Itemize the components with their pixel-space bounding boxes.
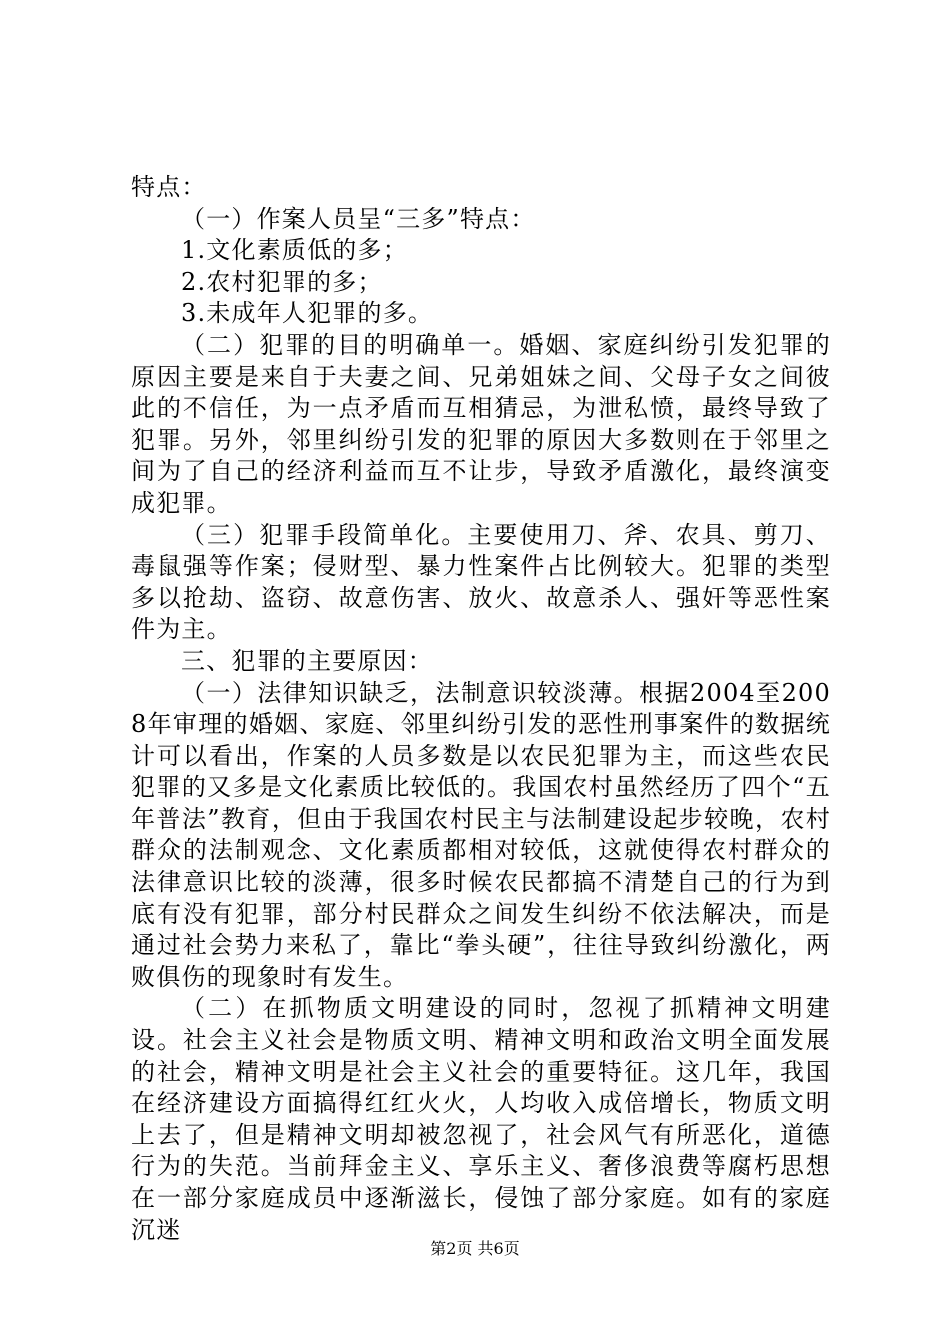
page-footer [0,1239,950,1259]
paragraph-4: 2.农村犯罪的多； [181,267,383,296]
page-number-label: 第2页 共6页 [430,1239,520,1258]
paragraph-6: （二）犯罪的目的明确单一。婚姻、家庭纠纷引发犯罪的原因主要是来自于夫妻之间、兄弟姐妹之间、父母子女之间彼此的不信任，为一点矛盾而互相猜忌，为泄私愤，最终导致了犯罪。另外，邻里纠纷引发的犯罪的原因大多数则在于邻里之间为了自己的经济利益而互不让步，导致矛盾激化，最终演变成犯罪。 [131,330,831,517]
paragraph-7: （三）犯罪手段简单化。主要使用刀、斧、农具、剪刀、毒鼠强等作案；侵财型、暴力性案件占比例较大。犯罪的类型多以抢劫、盗窃、故意伤害、放火、故意杀人、强奸等恶性案件为主。 [131,520,831,644]
paragraph-1: 特点： [131,173,207,201]
paragraph-9: （一）法律知识缺乏，法制意识较淡薄。根据2004至2008年审理的婚姻、家庭、邻里纠纷引发的恶性刑事案件的数据统计可以看出，作案的人员多数是以农民犯罪为主，而这些农民犯罪的又多是文化素质比较低的。我国农村虽然经历了四个“五年普法”教育，但由于我国农村民主与法制建设起步较晚，农村群众的法制观念、文化素质都相对较低，这就使得农村群众的法律意识比较的淡薄，很多时候农民都搞不清楚自己的行为到底有没有犯罪，部分村民群众之间发生纠纷不依法解决，而是通过社会势力来私了，靠比“拳头硬”，往往导致纠纷激化，两败俱伤的现象时有发生。 [131,678,831,991]
paragraph-5: 3.未成年人犯罪的多。 [181,299,434,328]
paragraph-3: 1.文化素质低的多； [181,236,408,265]
paragraph-10: （二）在抓物质文明建设的同时，忽视了抓精神文明建设。社会主义社会是物质文明、精神文明和政治文明全面发展的社会，精神文明是社会主义社会的重要特征。这几年，我国在经济建设方面搞得红红火火，人均收入成倍增长，物质文明上去了，但是精神文明却被忽视了，社会风气有所恶化，道德行为的失范。当前拜金主义、享乐主义、奢侈浪费等腐朽思想在一部分家庭成员中逐渐滋长，侵蚀了部分家庭。如有的家庭沉迷 [131,994,831,1244]
paragraph-2: （一）作案人员呈“三多”特点： [181,204,536,233]
document-body [131,172,831,1246]
paragraph-8: 三、犯罪的主要原因： [181,646,433,675]
